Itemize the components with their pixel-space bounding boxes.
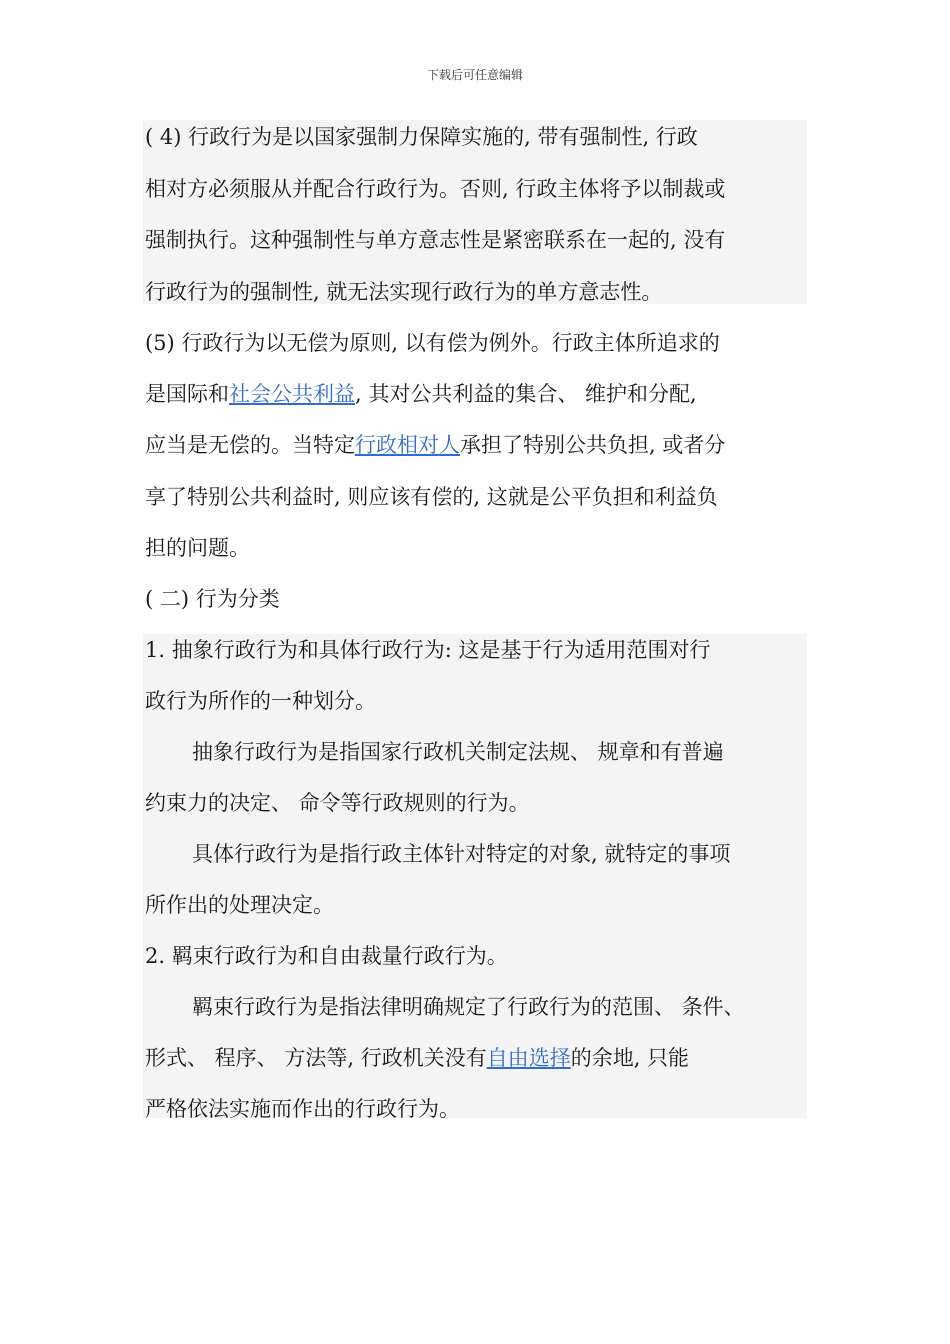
text-line: 所作出的处理决定。 — [145, 893, 334, 917]
text-line: 政行为所作的一种划分。 — [145, 689, 376, 713]
text-line: 抽象行政行为是指国家行政机关制定法规、 规章和有普遍 — [192, 740, 724, 764]
text-line: 行政行为的强制性, 就无法实现行政行为的单方意志性。 — [145, 280, 663, 304]
text-line: 相对方必须服从并配合行政行为。否则, 行政主体将予以制裁或 — [145, 177, 726, 201]
text-segment: 形式、 程序、 方法等, 行政机关没有 — [145, 1046, 487, 1070]
text-segment: 的余地, 只能 — [570, 1046, 690, 1070]
text-line: 1. 抽象行政行为和具体行政行为: 这是基于行为适用范围对行 — [145, 638, 711, 662]
text-line: 担的问题。 — [145, 536, 250, 560]
text-line: 具体行政行为是指行政主体针对特定的对象, 就特定的事项 — [192, 842, 731, 866]
text-segment: 承担了特别公共负担, 或者分 — [460, 433, 726, 457]
link-free-choice[interactable]: 自由选择 — [486, 1046, 571, 1070]
text-line: 羁束行政行为是指法律明确规定了行政行为的范围、 条件、 — [192, 995, 745, 1019]
link-public-interest[interactable]: 社会公共利益 — [229, 382, 355, 406]
text-line: ( 4) 行政行为是以国家强制力保障实施的, 带有强制性, 行政 — [145, 125, 698, 149]
text-line: 约束力的决定、 命令等行政规则的行为。 — [145, 791, 530, 815]
text-line: (5) 行政行为以无偿为原则, 以有偿为例外。行政主体所追求的 — [145, 331, 720, 355]
text-line: 2. 羁束行政行为和自由裁量行政行为。 — [145, 944, 508, 968]
text-segment: 应当是无偿的。当特定 — [145, 433, 355, 457]
text-segment: 是国际和 — [145, 382, 229, 406]
text-line: 享了特别公共利益时, 则应该有偿的, 这就是公平负担和利益负 — [145, 485, 718, 509]
text-line — [145, 430, 810, 460]
section-heading: ( 二) 行为分类 — [145, 587, 280, 611]
text-line — [145, 379, 810, 409]
page-header: 下载后可任意编辑 — [426, 68, 523, 82]
text-line — [145, 1043, 810, 1073]
text-line: 严格依法实施而作出的行政行为。 — [145, 1097, 460, 1121]
text-segment: , 其对公共利益的集合、 维护和分配, — [355, 382, 697, 406]
text-line: 强制执行。这种强制性与单方意志性是紧密联系在一起的, 没有 — [145, 228, 726, 252]
link-administrative-counterpart[interactable]: 行政相对人 — [355, 433, 460, 457]
